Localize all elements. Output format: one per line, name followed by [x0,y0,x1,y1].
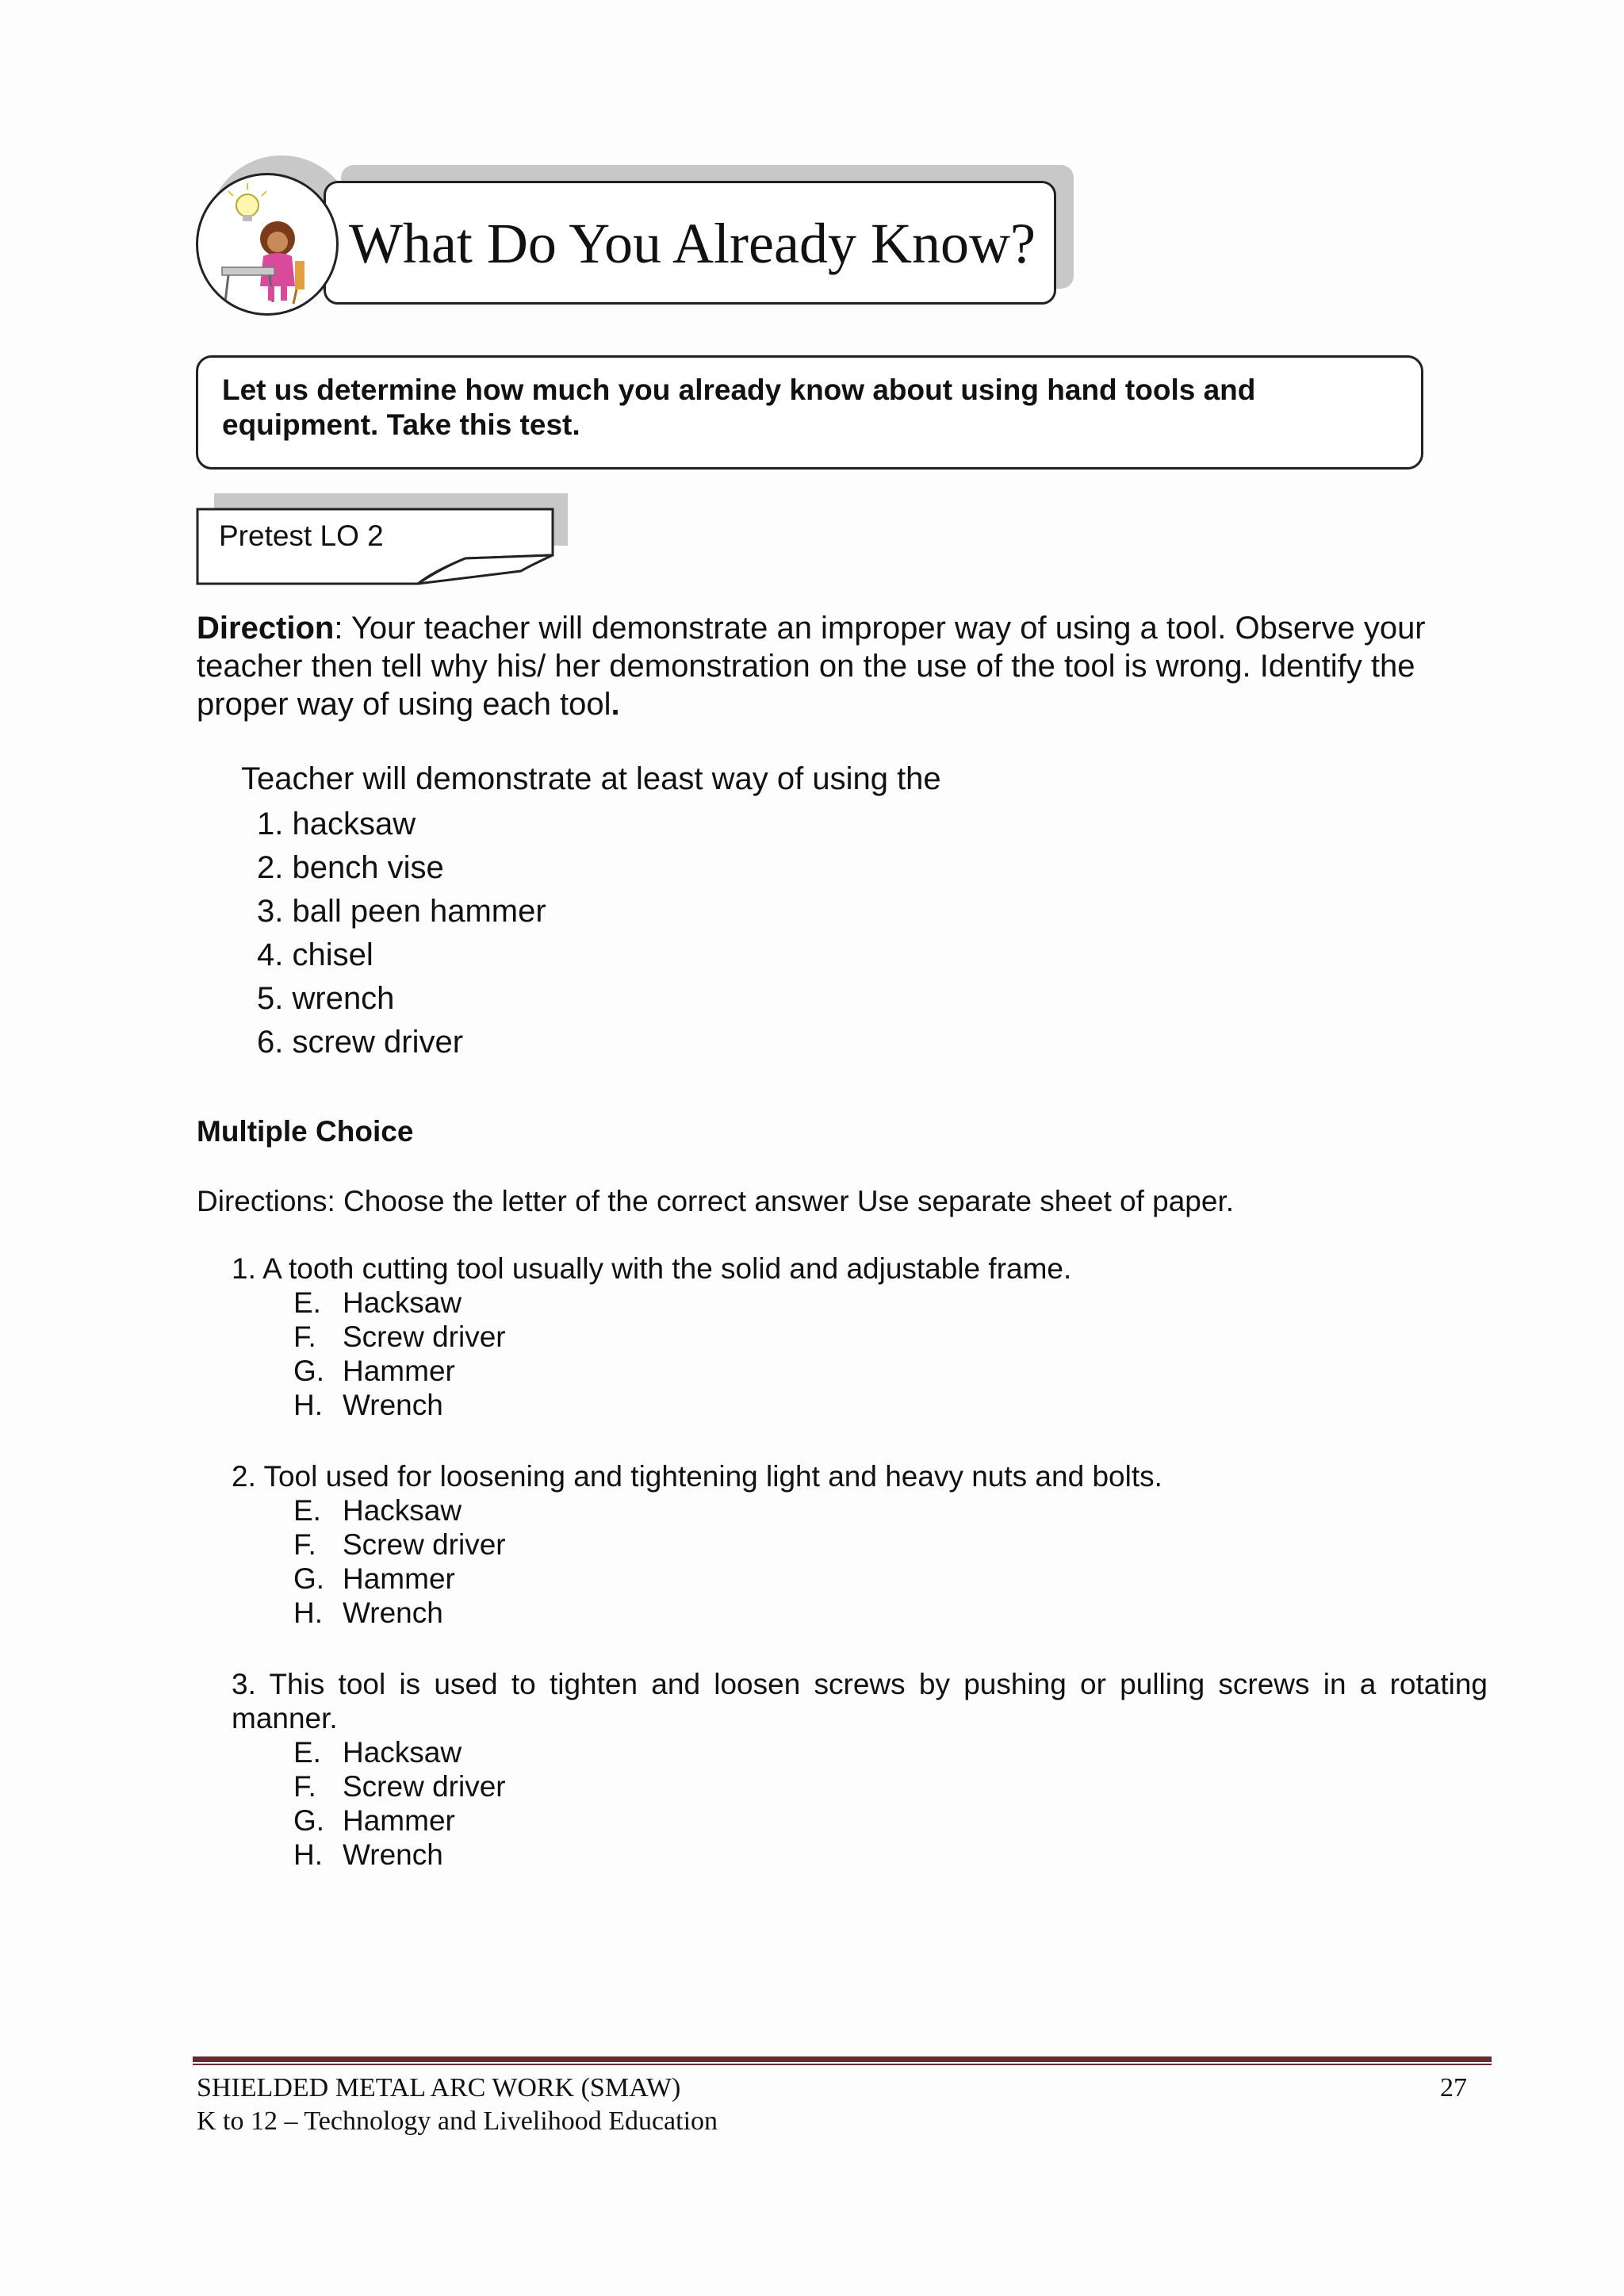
question-1 [232,1251,1488,1422]
direction-text: : Your teacher will demonstrate an improper way of using a tool. Observe your teacher then tell why his/ her demonstration on the use of the tool is wrong. Identify the proper way of using each tool [197,611,1426,722]
answer-option: H. Wrench [293,1389,443,1421]
direction-end: . [611,687,620,722]
answer-options [232,1735,1488,1872]
page-number: 27 [1440,2073,1467,2102]
answer-options [232,1493,1488,1630]
answer-options [232,1286,1488,1422]
list-item: 5. wrench [257,981,395,1016]
multiple-choice-title: Multiple Choice [197,1115,414,1148]
intro-line-1: Let us determine how much you already know about using hand tools and [222,374,1256,406]
question-2 [232,1459,1488,1630]
intro-text [222,373,1396,443]
answer-option: H. Wrench [293,1838,443,1871]
question-stem: 3. This tool is used to tighten and loosen screws by pushing or pulling screws in a rotating [232,1668,1488,1700]
footer-title [197,2072,718,2138]
list-item: 1. hacksaw [257,807,416,841]
pretest-tab-label: Pretest LO 2 [219,519,384,552]
question-stem: 1. A tooth cutting tool usually with the solid and adjustable frame. [232,1252,1072,1285]
answer-option: F. Screw driver [293,1320,506,1353]
teacher-demo-intro: Teacher will demonstrate at least way of using the [241,761,941,796]
answer-option: G. Hammer [293,1355,455,1387]
answer-option: F. Screw driver [293,1770,506,1803]
footer-rule [193,2056,1492,2066]
list-item: 6. screw driver [257,1025,464,1060]
answer-option: G. Hammer [293,1562,455,1595]
answer-option: E. Hacksaw [293,1494,462,1527]
answer-option: H. Wrench [293,1596,443,1629]
footer-line-1: SHIELDED METAL ARC WORK (SMAW) [197,2073,681,2102]
multiple-choice-directions: Directions: Choose the letter of the correct answer Use separate sheet of paper. [197,1185,1235,1217]
question-stem-continued: manner. [232,1702,338,1734]
list-item: 4. chisel [257,937,373,972]
page-title: What Do You Already Know? [349,212,1036,275]
intro-line-2: equipment. Take this test. [222,408,580,441]
direction-paragraph [197,609,1481,723]
answer-option: G. Hammer [293,1804,455,1837]
question-stem: 2. Tool used for loosening and tightening light and heavy nuts and bolts. [232,1460,1162,1493]
list-item: 3. ball peen hammer [257,894,546,929]
direction-label: Direction [197,611,335,646]
footer-line-2: K to 12 – Technology and Livelihood Education [197,2106,718,2136]
list-item: 2. bench vise [257,850,444,885]
answer-option: F. Screw driver [293,1528,506,1561]
answer-option: E. Hacksaw [293,1736,462,1769]
answer-option: E. Hacksaw [293,1286,462,1319]
question-3 [232,1667,1488,1872]
tool-list [257,803,546,1064]
student-at-desk-with-lightbulb-icon [196,173,339,316]
